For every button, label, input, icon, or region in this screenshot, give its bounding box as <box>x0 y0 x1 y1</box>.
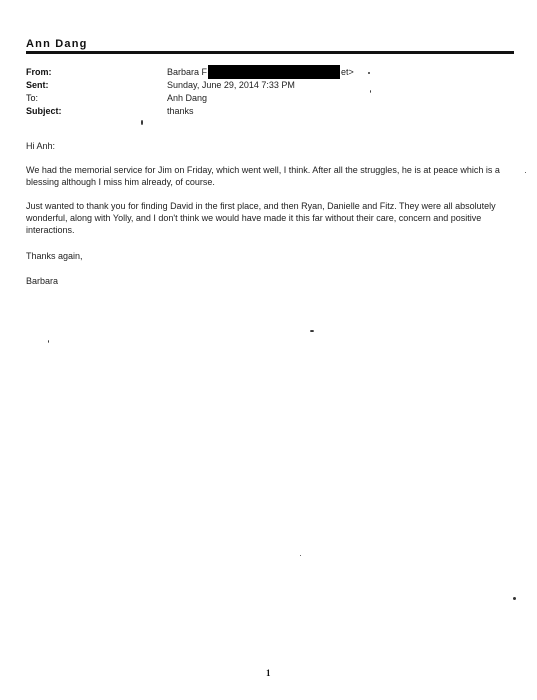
scan-speck <box>368 72 370 74</box>
scan-speck <box>300 555 301 556</box>
closing: Thanks again, <box>26 251 83 261</box>
redaction-block <box>208 65 340 79</box>
page-number: 1 <box>266 668 271 678</box>
scan-speck <box>513 597 516 600</box>
from-label: From: <box>26 67 52 77</box>
greeting: Hi Anh: <box>26 141 56 151</box>
paragraph-line: blessing although I miss him already, of course. <box>26 177 215 187</box>
to-value: Anh Dang <box>167 93 208 103</box>
mailbox-owner-name: Ann Dang <box>26 38 88 50</box>
scan-speck <box>310 330 314 332</box>
header-divider <box>26 51 514 54</box>
scan-speck <box>525 172 526 173</box>
paragraph-line: interactions. <box>26 225 75 235</box>
paragraph-line: wonderful, along with Yolly, and I don't think we would have made it this far without their care, concern and positive <box>26 213 482 223</box>
to-label: To: <box>26 93 39 103</box>
subject-label: Subject: <box>26 106 62 116</box>
sent-value: Sunday, June 29, 2014 7:33 PM <box>167 80 295 90</box>
paragraph-line: We had the memorial service for Jim on Friday, which went well, I think. After all the struggles, he is at peace which is a <box>26 165 500 175</box>
from-value: Barbara F <box>167 67 208 77</box>
sent-label: Sent: <box>26 80 49 90</box>
paragraph-memorial <box>26 164 516 188</box>
scan-speck <box>141 120 143 125</box>
paragraph-thanks <box>26 200 516 236</box>
scan-speck <box>370 90 371 93</box>
paragraph-line: Just wanted to thank you for finding David in the first place, and then Ryan, Danielle and Fitz. They were all absolutely <box>26 201 496 211</box>
subject-value: thanks <box>167 106 194 116</box>
scan-speck <box>48 340 49 343</box>
from-value-tail: et> <box>341 67 354 77</box>
signature: Barbara <box>26 276 59 286</box>
